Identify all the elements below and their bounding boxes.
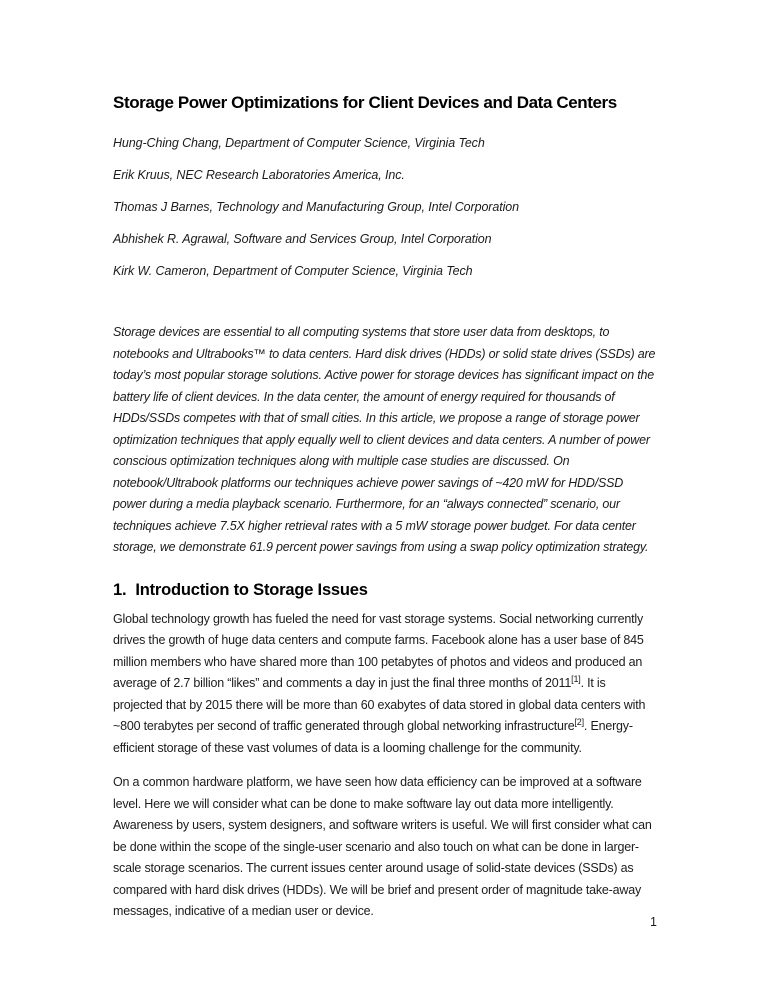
abstract-paragraph: Storage devices are essential to all computing systems that store user data from desktops, to notebooks and Ultrabooks™ to data centers. Hard disk drives (HDDs) or solid state drives (SSDs) are today’s most popular storage solutions. Active power for storage devices has significant impact on the battery life of client devices. In the data center, the amount of energy required for thousands of HDDs/SSDs competes with that of small cities. In this article, we propose a range of storage power optimization techniques that apply equally well to client devices and data centers. A number of power conscious optimization techniques along with multiple case studies are discussed. On notebook/Ultrabook platforms our techniques achieve power savings of ~420 mW for HDD/SSD power during a media playback scenario. Furthermore, for an “always connected” scenario, our techniques achieve 7.5X higher retrieval rates with a 5 mW storage power budget. For data center storage, we demonstrate 61.9 percent power savings from using a swap policy optimization strategy. — [113, 325, 656, 554]
author-line-3: Thomas J Barnes, Technology and Manufacturing Group, Intel Corporation — [113, 200, 519, 214]
author-line-1: Hung-Ching Chang, Department of Computer Science, Virginia Tech — [113, 136, 485, 150]
author-line-4: Abhishek R. Agrawal, Software and Services Group, Intel Corporation — [113, 232, 492, 246]
paper-title: Storage Power Optimizations for Client Devices and Data Centers — [113, 93, 617, 112]
section-number: 1. — [113, 580, 127, 599]
citation-ref-1: [1] — [571, 673, 581, 684]
citation-ref-2: [2] — [574, 716, 584, 727]
intro-paragraph-1-text-a: Global technology growth has fueled the need for vast storage systems. Social networking currently drives the growth of huge data centers and compute farms. Facebook alone has a user base of 845 million members who have shared more than 100 petabytes of photos and videos and produced an average of 2.7 billion “likes” and comments a day in just the final three months of 2011 — [113, 611, 644, 690]
section-heading-introduction — [113, 579, 656, 602]
page-number: 1 — [650, 915, 657, 929]
intro-paragraph-2: On a common hardware platform, we have seen how data efficiency can be improved at a software level. Here we will consider what can be done to make software lay out data more intelligently. Awareness by users, system designers, and software writers is useful. We will first consider what can be done within the scope of the single-user scenario and also touch on what can be done in larger-scale storage scenarios. The current issues center around usage of solid-state devices (SSDs) as compared with hard disk drives (HDDs). We will be brief and present order of magnitude take-away messages, indicative of a median user or device. — [113, 775, 652, 918]
author-line-2: Erik Kruus, NEC Research Laboratories America, Inc. — [113, 168, 405, 182]
section-heading-text: Introduction to Storage Issues — [135, 580, 368, 599]
intro-paragraph-1 — [113, 609, 656, 760]
intro-paragraph-1-text-b: . It is projected that by 2015 there will be more than 60 exabytes of data stored in global data centers with ~800 terabytes per second of traffic generated through global networking infrastructure — [113, 676, 646, 733]
intro-paragraph-1-text-c: . Energy-efficient storage of these vast volumes of data is a looming challenge for the community. — [113, 719, 633, 755]
author-line-5: Kirk W. Cameron, Department of Computer Science, Virginia Tech — [113, 264, 473, 278]
